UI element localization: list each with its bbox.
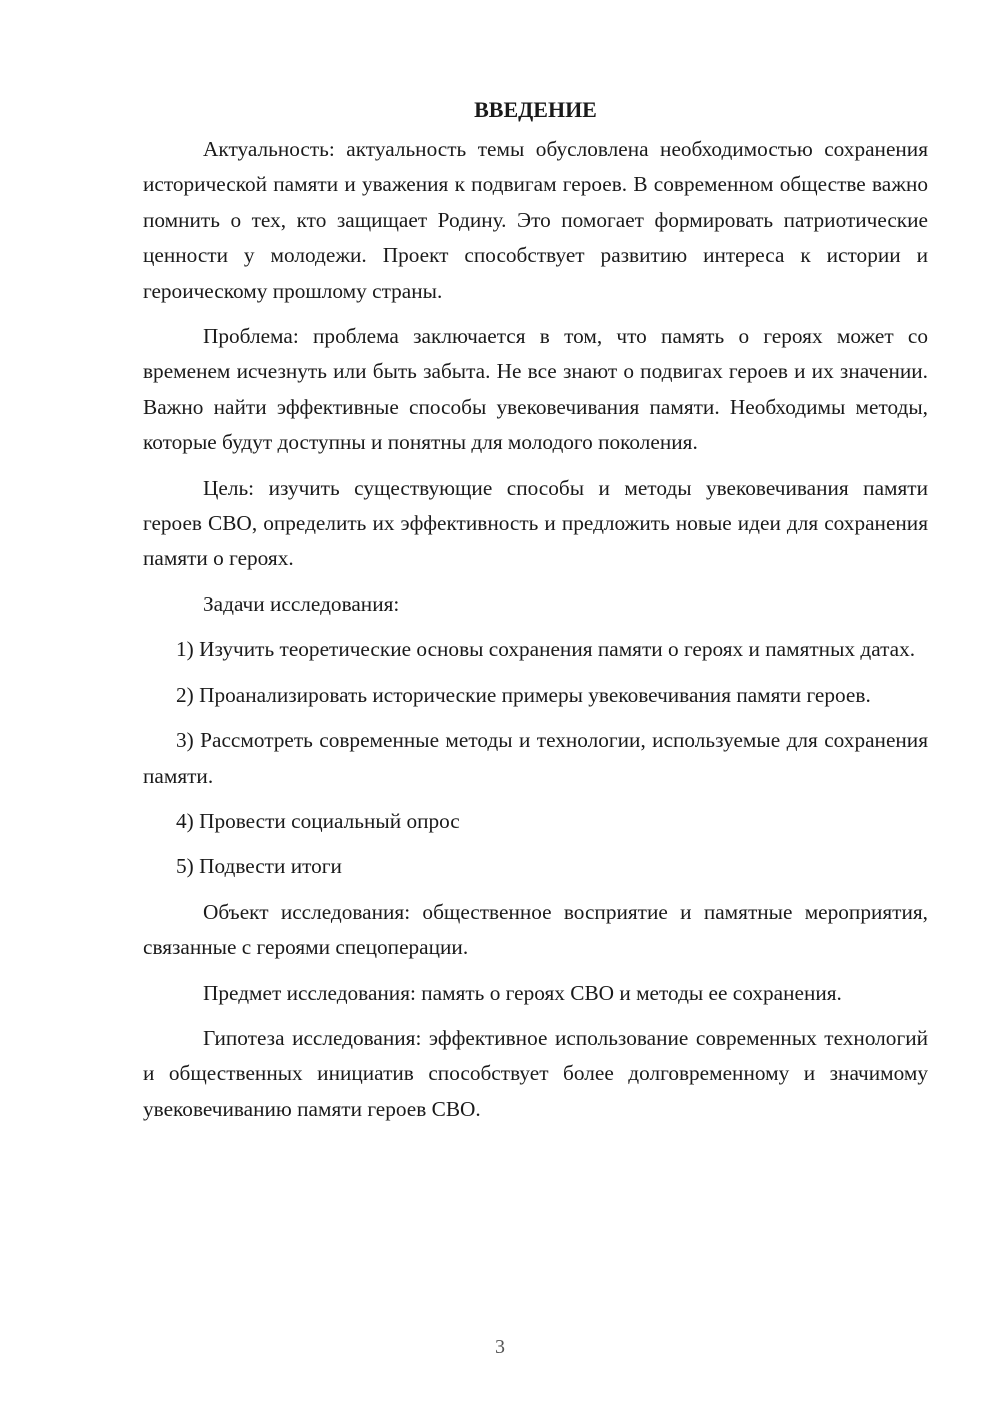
task-item-2: 2) Проанализировать исторические примеры увековечивания памяти героев.	[176, 682, 871, 707]
section-heading: ВВЕДЕНИЕ	[474, 97, 597, 122]
task-item-3: 3) Рассмотреть современные методы и технологии, используемые для сохранения памяти.	[143, 728, 928, 788]
paragraph-tasks-heading: Задачи исследования:	[203, 591, 400, 616]
paragraph-object: Объект исследования: общественное восприятие и памятные мероприятия, связанные с героями спецоперации.	[143, 899, 928, 960]
task-item-5: 5) Подвести итоги	[176, 854, 342, 879]
page-content	[143, 92, 928, 1137]
page-number: 3	[495, 1336, 505, 1358]
paragraph-hypothesis: Гипотеза исследования: эффективное использование современных технологий и общественных инициатив способствует более долговременному и значимому увековечиванию памяти героев СВО.	[143, 1025, 928, 1121]
paragraph-subject: Предмет исследования: память о героях СВО и методы ее сохранения.	[203, 980, 842, 1005]
paragraph-relevance: Актуальность: актуальность темы обусловлена необходимостью сохранения исторической памяти и уважения к подвигам героев. В современном обществе важно помнить о тех, кто защищает Родину. Это помогает формировать патриотические ценности у молодежи. Проект способствует развитию интереса к истории и героическому прошлому страны.	[143, 137, 928, 303]
task-item-1: 1) Изучить теоретические основы сохранения памяти о героях и памятных датах.	[176, 637, 916, 662]
paragraph-goal: Цель: изучить существующие способы и методы увековечивания памяти героев СВО, определить их эффективность и предложить новые идеи для сохранения памяти о героях.	[143, 475, 928, 571]
paragraph-problem: Проблема: проблема заключается в том, что память о героях может со временем исчезнуть или быть забыта. Не все знают о подвигах героев и их значении. Важно найти эффективные способы увековечивания памяти. Необходимы методы, которые будут доступны и понятны для молодого поколения.	[143, 324, 928, 455]
task-item-4: 4) Провести социальный опрос	[176, 808, 460, 833]
